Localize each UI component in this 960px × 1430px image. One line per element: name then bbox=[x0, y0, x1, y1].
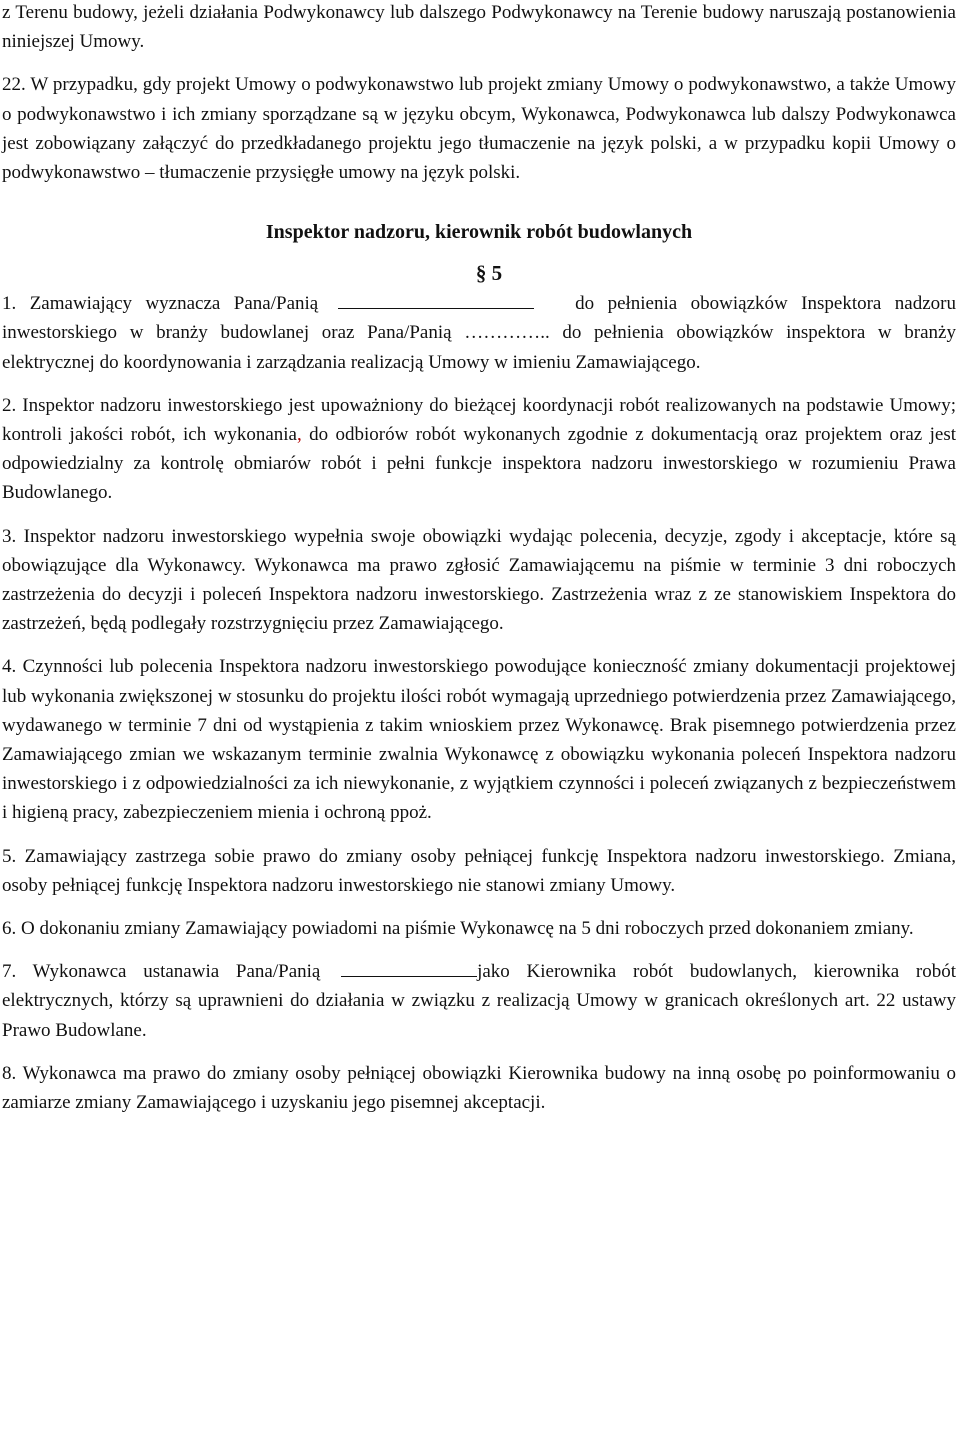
name-blank-line-1 bbox=[338, 291, 534, 309]
paragraph-1 bbox=[2, 289, 956, 377]
paragraph-2-text-b: do odbiorów robót wykonanych zgodnie z dokumentacją oraz projektem oraz jest odpowiedzialny za kontrolę obmiarów robót i pełni funkcje inspektora nadzoru inwestorskiego w rozumieniu Prawa Budowlanego. bbox=[2, 424, 956, 504]
paragraph-1-text-c: do pełnienia obowiązków inspektora w branży elektrycznej do koordynowania i zarządzania realizacją Umowy w imieniu Zamawiającego. bbox=[2, 322, 956, 373]
name-blank-line-2 bbox=[341, 959, 477, 977]
section-number: § 5 bbox=[475, 261, 503, 286]
paragraph-6: 6. O dokonaniu zmiany Zamawiający powiadomi na piśmie Wykonawcę na 5 dni roboczych przed dokonaniem zmiany. bbox=[2, 918, 914, 940]
paragraph-7-text-b: jako Kierownika robót budowlanych, kierownika robót elektrycznych, którzy są uprawnieni do działania w związku z realizacją Umowy w granicach określonych art. 22 ustawy Prawo Budowlane. bbox=[2, 961, 956, 1041]
paragraph-22: 22. W przypadku, gdy projekt Umowy o podwykonawstwo lub projekt zmiany Umowy o podwykonawstwo, a także Umowy o podwykonawstwo i ich zmiany sporządzane są w języku obcym, Wykonawca, Podwykonawca lub dalszy Podwykonawca jest zobowiązany załączyć do przedkładanego projektu jego tłumaczenie na język polski, a w przypadku kopii Umowy o podwykonawstwo – tłumaczenie przysięgłe umowy na język polski. bbox=[2, 74, 956, 184]
paragraph-2 bbox=[2, 391, 956, 508]
paragraph-1-text-b: do pełnienia obowiązków Inspektora nadzoru inwestorskiego w branży budowlanej oraz Pana/Panią bbox=[2, 293, 957, 344]
paragraph-7 bbox=[2, 957, 956, 1045]
paragraph-1-text-a: 1. Zamawiający wyznacza Pana/Panią bbox=[2, 293, 319, 315]
intro-continuation-paragraph: z Terenu budowy, jeżeli działania Podwykonawcy lub dalszego Podwykonawcy na Terenie budowy naruszają postanowienia niniejszej Umowy. bbox=[2, 2, 956, 53]
paragraph-3: 3. Inspektor nadzoru inwestorskiego wypełnia swoje obowiązki wydając polecenia, decyzje, zgody i akceptacje, które są obowiązujące dla Wykonawcy. Wykonawca ma prawo zgłosić Zamawiającemu na piśmie w terminie 3 dni roboczych zastrzeżenia do decyzji i poleceń Inspektora nadzoru inwestorskiego. Zastrzeżenia wraz z ze stanowiskiem Inspektora do zastrzeżeń, będą podlegały rozstrzygnięciu przez Zamawiającego. bbox=[2, 525, 956, 635]
paragraph-4: 4. Czynności lub polecenia Inspektora nadzoru inwestorskiego powodujące konieczność zmiany dokumentacji projektowej lub wykonania zwiększonej w stosunku do projektu ilości robót wymagają uprzedniego potwierdzenia przez Zamawiającego, wydawanego w terminie 7 dni od wystąpienia z takim wnioskiem przez Wykonawcę. Brak pisemnego potwierdzenia przez Zamawiającego zmian we wskazanym terminie zwalnia Wykonawcę z obowiązku wykonania poleceń Inspektora nadzoru inwestorskiego i z odpowiedzialności za ich niewykonanie, z wyjątkiem czynności i poleceń związanych z bezpieczeństwem i higieną pracy, zabezpieczeniem mienia i ochroną ppoż. bbox=[2, 656, 956, 824]
name-placeholder-dots: ………….. bbox=[464, 322, 550, 344]
paragraph-5: 5. Zamawiający zastrzega sobie prawo do zmiany osoby pełniącej funkcję Inspektora nadzoru inwestorskiego. Zmiana, osoby pełniącej funkcję Inspektora nadzoru inwestorskiego nie stanowi zmiany Umowy. bbox=[2, 845, 956, 896]
section-heading: Inspektor nadzoru, kierownik robót budowlanych bbox=[265, 221, 693, 244]
paragraph-7-text-a: 7. Wykonawca ustanawia Pana/Panią bbox=[2, 961, 321, 983]
paragraph-2-text-a: 2. Inspektor nadzoru inwestorskiego jest upoważniony do bieżącej koordynacji robót realizowanych na podstawie Umowy; kontroli jakości robót, ich wykonania bbox=[2, 394, 956, 446]
paragraph-8: 8. Wykonawca ma prawo do zmiany osoby pełniącej obowiązki Kierownika budowy na inną osobę po poinformowaniu o zamiarze zmiany Zamawiającego i uzyskaniu jego pisemnej akceptacji. bbox=[2, 1062, 956, 1114]
paragraph-2-red-comma: , bbox=[296, 424, 302, 446]
